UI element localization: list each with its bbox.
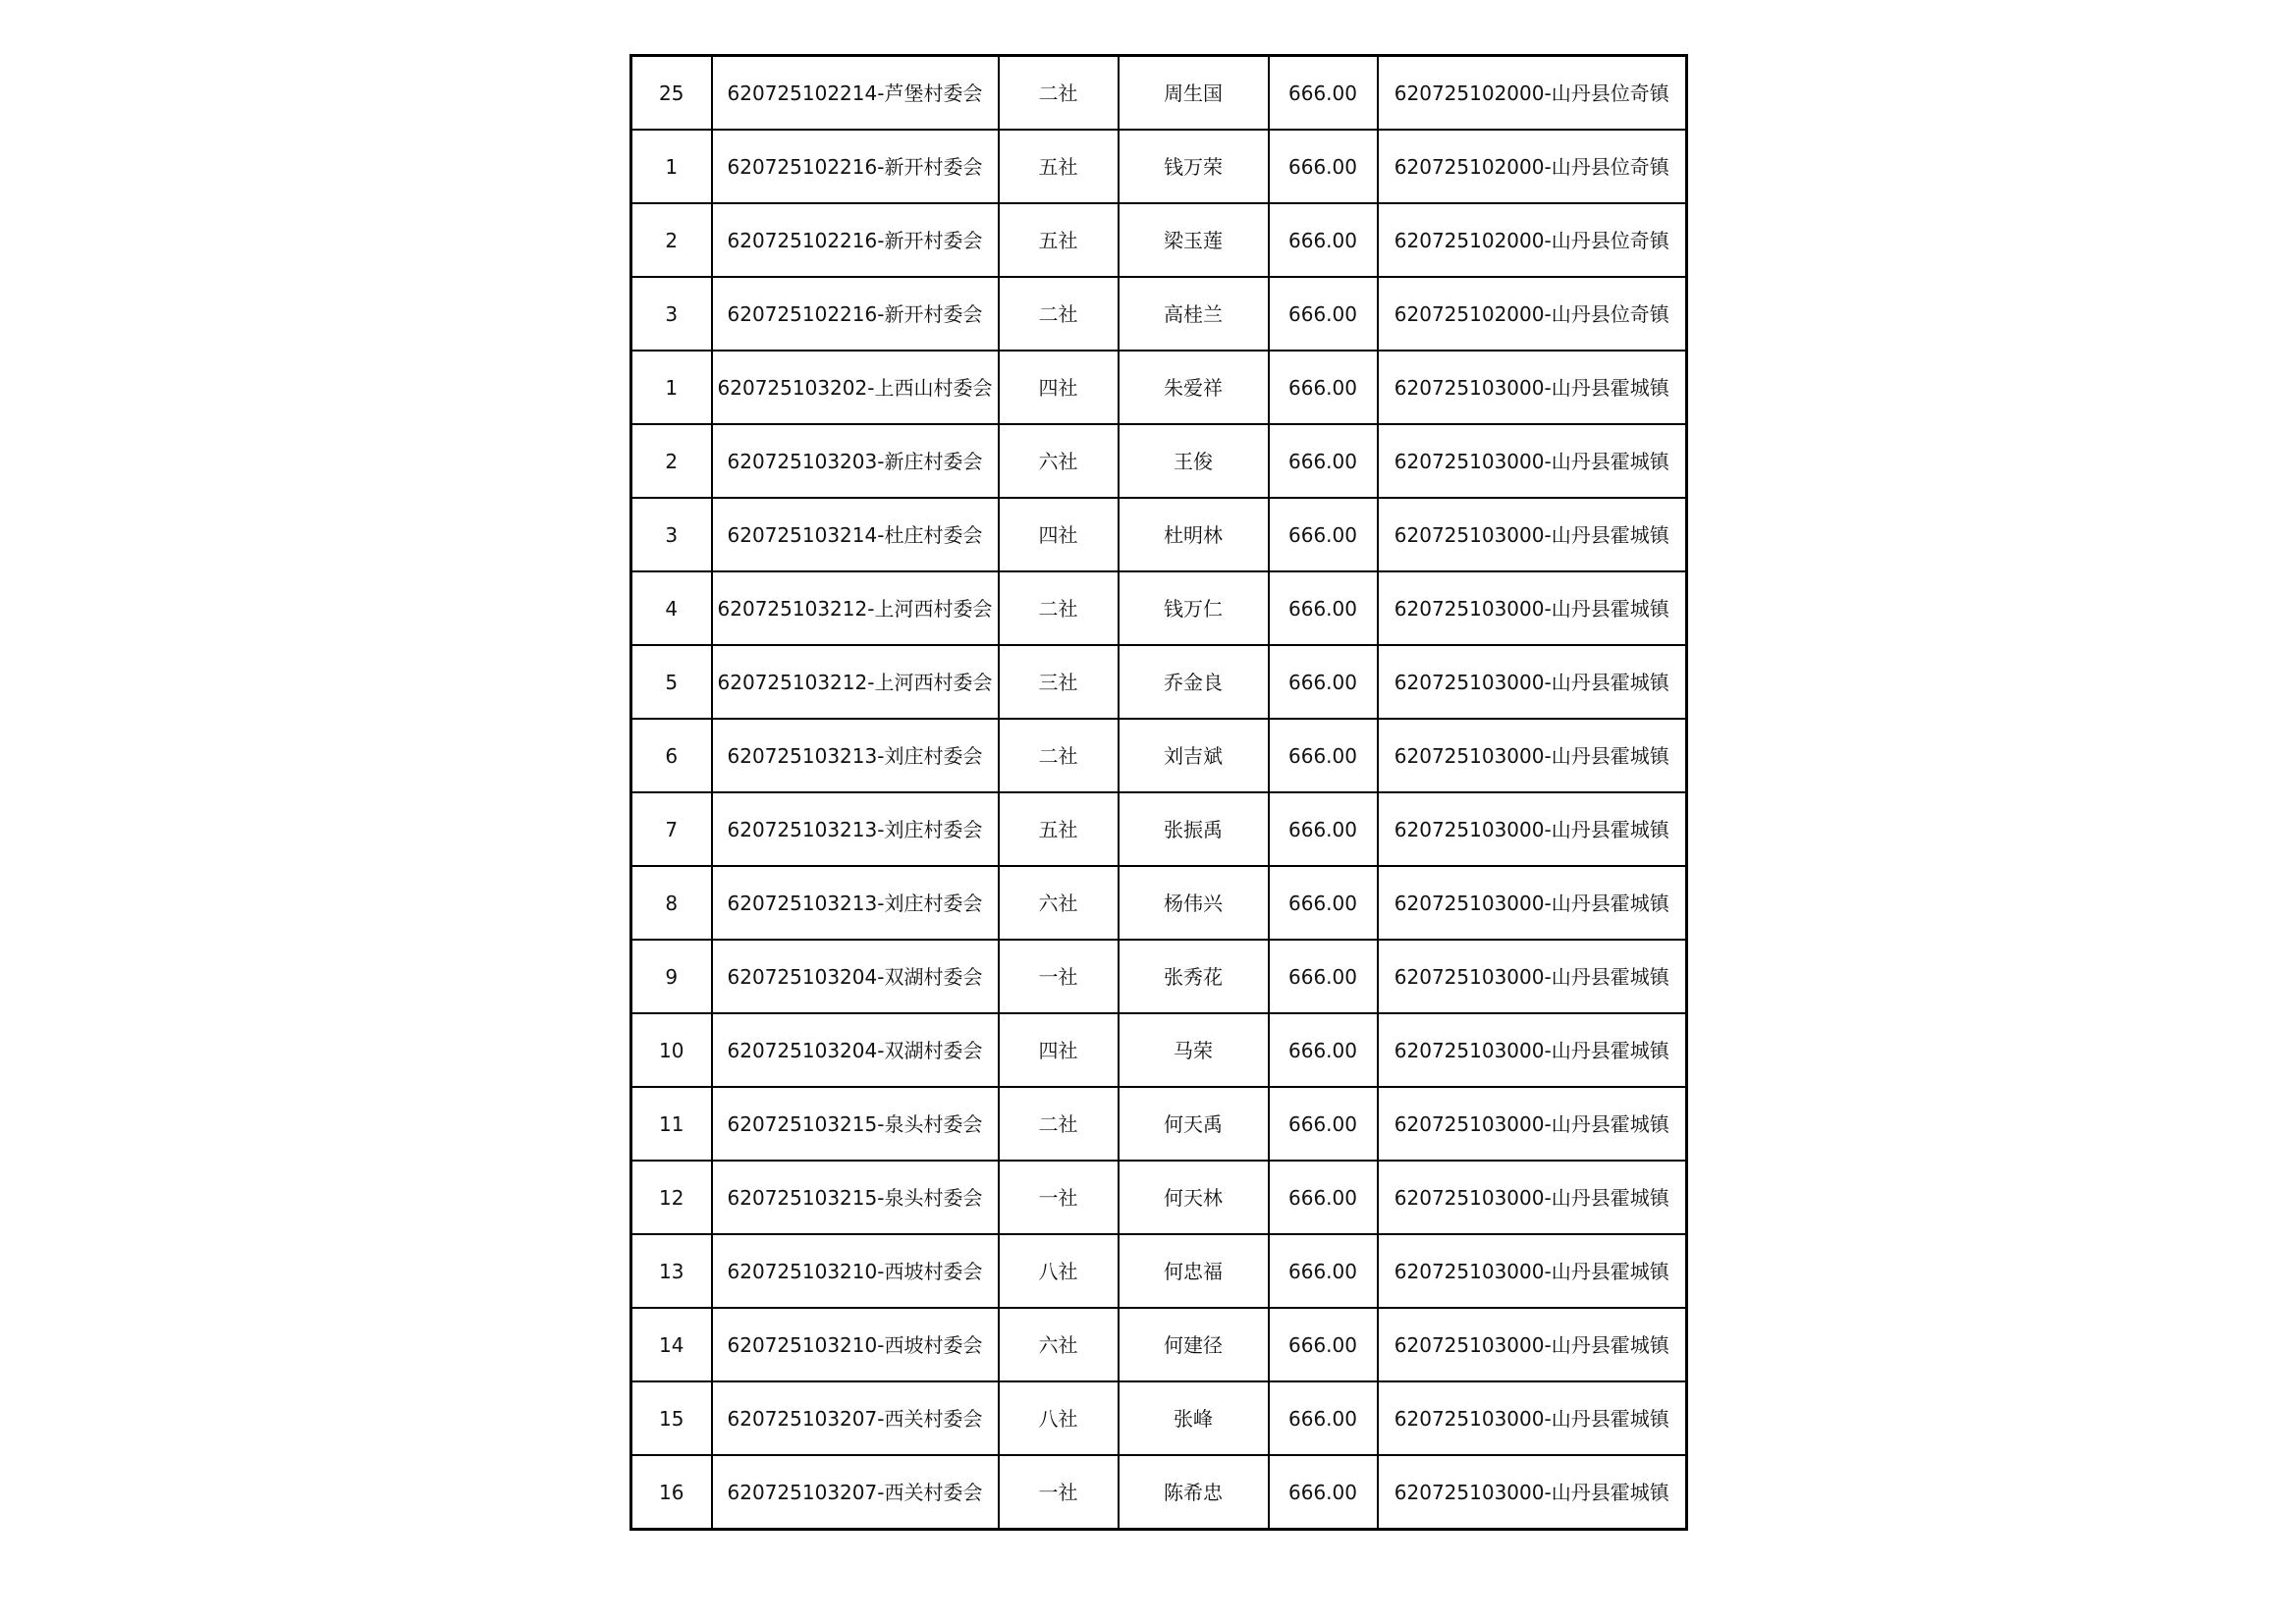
group-cell: 二社 [999,571,1119,645]
table-row [631,940,1687,1013]
group-cell: 六社 [999,424,1119,498]
amount-cell: 666.00 [1269,1013,1378,1087]
seq-cell: 4 [631,571,712,645]
village-cell: 620725103207-西关村委会 [712,1381,999,1455]
amount-cell: 666.00 [1269,1234,1378,1308]
name-cell: 周生国 [1119,56,1269,131]
name-cell: 刘吉斌 [1119,719,1269,792]
seq-cell: 3 [631,498,712,571]
amount-cell: 666.00 [1269,351,1378,424]
town-cell: 620725103000-山丹县霍城镇 [1378,792,1687,866]
table-row [631,1013,1687,1087]
group-cell: 六社 [999,1308,1119,1381]
village-cell: 620725103212-上河西村委会 [712,571,999,645]
village-cell: 620725103213-刘庄村委会 [712,792,999,866]
amount-cell: 666.00 [1269,56,1378,131]
amount-cell: 666.00 [1269,645,1378,719]
group-cell: 一社 [999,1455,1119,1530]
amount-cell: 666.00 [1269,424,1378,498]
amount-cell: 666.00 [1269,792,1378,866]
group-cell: 一社 [999,1161,1119,1234]
amount-cell: 666.00 [1269,1381,1378,1455]
seq-cell: 15 [631,1381,712,1455]
town-cell: 620725103000-山丹县霍城镇 [1378,498,1687,571]
group-cell: 六社 [999,866,1119,940]
village-cell: 620725102216-新开村委会 [712,130,999,203]
seq-cell: 12 [631,1161,712,1234]
village-cell: 620725103215-泉头村委会 [712,1087,999,1161]
table-row [631,1308,1687,1381]
town-cell: 620725103000-山丹县霍城镇 [1378,1308,1687,1381]
seq-cell: 6 [631,719,712,792]
name-cell: 杨伟兴 [1119,866,1269,940]
group-cell: 四社 [999,1013,1119,1087]
amount-cell: 666.00 [1269,866,1378,940]
table-row [631,719,1687,792]
seq-cell: 25 [631,56,712,131]
group-cell: 四社 [999,498,1119,571]
village-cell: 620725103207-西关村委会 [712,1455,999,1530]
seq-cell: 13 [631,1234,712,1308]
amount-cell: 666.00 [1269,1087,1378,1161]
village-cell: 620725102216-新开村委会 [712,203,999,277]
group-cell: 二社 [999,56,1119,131]
town-cell: 620725103000-山丹县霍城镇 [1378,645,1687,719]
table-row [631,1455,1687,1530]
town-cell: 620725102000-山丹县位奇镇 [1378,56,1687,131]
name-cell: 何建径 [1119,1308,1269,1381]
village-cell: 620725103215-泉头村委会 [712,1161,999,1234]
seq-cell: 2 [631,424,712,498]
town-cell: 620725103000-山丹县霍城镇 [1378,1234,1687,1308]
town-cell: 620725102000-山丹县位奇镇 [1378,203,1687,277]
name-cell: 钱万仁 [1119,571,1269,645]
seq-cell: 3 [631,277,712,351]
seq-cell: 7 [631,792,712,866]
amount-cell: 666.00 [1269,1161,1378,1234]
table-row [631,56,1687,131]
table-row [631,498,1687,571]
village-cell: 620725102214-芦堡村委会 [712,56,999,131]
village-cell: 620725103212-上河西村委会 [712,645,999,719]
group-cell: 五社 [999,792,1119,866]
seq-cell: 1 [631,351,712,424]
seq-cell: 8 [631,866,712,940]
table-row [631,351,1687,424]
village-cell: 620725103213-刘庄村委会 [712,719,999,792]
village-cell: 620725102216-新开村委会 [712,277,999,351]
town-cell: 620725103000-山丹县霍城镇 [1378,1013,1687,1087]
table-row [631,130,1687,203]
name-cell: 何天林 [1119,1161,1269,1234]
table-row [631,1234,1687,1308]
name-cell: 朱爱祥 [1119,351,1269,424]
seq-cell: 9 [631,940,712,1013]
name-cell: 王俊 [1119,424,1269,498]
town-cell: 620725103000-山丹县霍城镇 [1378,351,1687,424]
town-cell: 620725103000-山丹县霍城镇 [1378,1381,1687,1455]
group-cell: 五社 [999,203,1119,277]
village-cell: 620725103214-杜庄村委会 [712,498,999,571]
name-cell: 杜明林 [1119,498,1269,571]
seq-cell: 11 [631,1087,712,1161]
town-cell: 620725103000-山丹县霍城镇 [1378,719,1687,792]
group-cell: 五社 [999,130,1119,203]
table-row [631,277,1687,351]
town-cell: 620725102000-山丹县位奇镇 [1378,277,1687,351]
name-cell: 马荣 [1119,1013,1269,1087]
amount-cell: 666.00 [1269,203,1378,277]
village-cell: 620725103210-西坡村委会 [712,1308,999,1381]
town-cell: 620725102000-山丹县位奇镇 [1378,130,1687,203]
seq-cell: 14 [631,1308,712,1381]
table-row [631,424,1687,498]
amount-cell: 666.00 [1269,1308,1378,1381]
amount-cell: 666.00 [1269,940,1378,1013]
group-cell: 二社 [999,1087,1119,1161]
village-cell: 620725103213-刘庄村委会 [712,866,999,940]
village-cell: 620725103203-新庄村委会 [712,424,999,498]
town-cell: 620725103000-山丹县霍城镇 [1378,1087,1687,1161]
seq-cell: 2 [631,203,712,277]
village-cell: 620725103210-西坡村委会 [712,1234,999,1308]
table-row [631,1087,1687,1161]
seq-cell: 16 [631,1455,712,1530]
name-cell: 钱万荣 [1119,130,1269,203]
table-row [631,866,1687,940]
town-cell: 620725103000-山丹县霍城镇 [1378,424,1687,498]
group-cell: 八社 [999,1234,1119,1308]
roster-table [629,54,1688,1531]
town-cell: 620725103000-山丹县霍城镇 [1378,866,1687,940]
town-cell: 620725103000-山丹县霍城镇 [1378,571,1687,645]
roster-table-body [631,56,1687,1530]
village-cell: 620725103204-双湖村委会 [712,940,999,1013]
town-cell: 620725103000-山丹县霍城镇 [1378,1161,1687,1234]
name-cell: 陈希忠 [1119,1455,1269,1530]
group-cell: 三社 [999,645,1119,719]
name-cell: 梁玉莲 [1119,203,1269,277]
table-row [631,571,1687,645]
group-cell: 四社 [999,351,1119,424]
table-row [631,792,1687,866]
seq-cell: 5 [631,645,712,719]
group-cell: 一社 [999,940,1119,1013]
amount-cell: 666.00 [1269,130,1378,203]
amount-cell: 666.00 [1269,1455,1378,1530]
seq-cell: 10 [631,1013,712,1087]
amount-cell: 666.00 [1269,277,1378,351]
amount-cell: 666.00 [1269,571,1378,645]
name-cell: 张振禹 [1119,792,1269,866]
amount-cell: 666.00 [1269,498,1378,571]
name-cell: 乔金良 [1119,645,1269,719]
name-cell: 何天禹 [1119,1087,1269,1161]
amount-cell: 666.00 [1269,719,1378,792]
table-row [631,1381,1687,1455]
village-cell: 620725103204-双湖村委会 [712,1013,999,1087]
town-cell: 620725103000-山丹县霍城镇 [1378,1455,1687,1530]
name-cell: 高桂兰 [1119,277,1269,351]
group-cell: 八社 [999,1381,1119,1455]
name-cell: 张秀花 [1119,940,1269,1013]
table-row [631,645,1687,719]
group-cell: 二社 [999,277,1119,351]
seq-cell: 1 [631,130,712,203]
village-cell: 620725103202-上西山村委会 [712,351,999,424]
name-cell: 何忠福 [1119,1234,1269,1308]
table-row [631,203,1687,277]
group-cell: 二社 [999,719,1119,792]
town-cell: 620725103000-山丹县霍城镇 [1378,940,1687,1013]
table-row [631,1161,1687,1234]
name-cell: 张峰 [1119,1381,1269,1455]
